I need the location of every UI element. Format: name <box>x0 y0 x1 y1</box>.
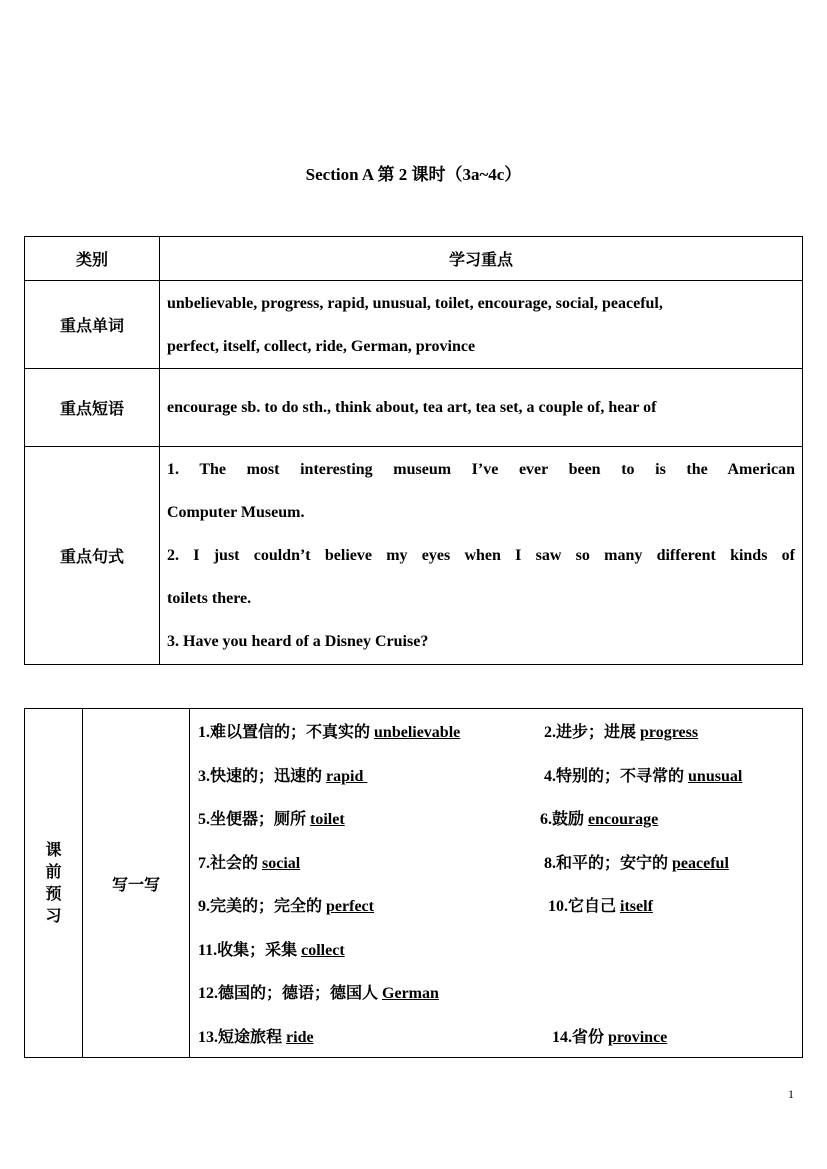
header-category: 类别 <box>25 237 160 281</box>
vocab-answer: peaceful <box>672 854 729 872</box>
phrases-cell <box>160 369 803 447</box>
list-item <box>198 753 802 797</box>
vocab-item <box>198 937 544 960</box>
vocab-item <box>198 1024 552 1047</box>
preview-table <box>24 708 803 1058</box>
vocab-meaning: 12.德国的；德语；德国人 <box>198 985 383 1003</box>
vocab-item <box>198 980 544 1003</box>
vocab-meaning: 1.难以置信的；不真实的 <box>198 724 375 742</box>
section-char: 课 <box>45 840 62 859</box>
table-row <box>25 447 803 665</box>
words-cell <box>160 281 803 369</box>
vocab-answer: encourage <box>588 811 659 829</box>
vocab-answer: social <box>262 854 301 872</box>
vocab-item <box>552 1024 802 1047</box>
vocab-item <box>548 893 802 916</box>
words-line: perfect, itself, collect, ride, German, province <box>167 337 476 355</box>
vocab-answer: ride <box>286 1028 314 1046</box>
vocab-answer: itself <box>620 898 653 916</box>
vocab-answer: progress <box>640 724 699 742</box>
table-row <box>25 709 803 1058</box>
vocab-answer: rapid <box>326 767 368 785</box>
vocab-meaning: 6.鼓励 <box>540 811 589 829</box>
vocab-meaning: 4.特别的；不寻常的 <box>544 767 689 785</box>
vocab-answer: province <box>608 1028 668 1046</box>
list-item <box>198 883 802 927</box>
vocab-meaning: 5.坐便器；厕所 <box>198 811 311 829</box>
vocab-item <box>198 763 544 786</box>
vocab-meaning: 14.省份 <box>552 1028 609 1046</box>
vocab-answer: unusual <box>688 767 743 785</box>
list-item <box>198 796 802 840</box>
vocab-answer: toilet <box>310 811 345 829</box>
focus-table <box>24 236 803 665</box>
vocab-meaning: 9.完美的；完全的 <box>198 898 327 916</box>
vocab-item <box>198 850 544 873</box>
words-line: unbelievable, progress, rapid, unusual, toilet, encourage, social, peaceful, <box>167 294 663 312</box>
vocab-item <box>198 719 544 742</box>
table-row <box>25 281 803 369</box>
list-item <box>198 1014 802 1058</box>
vocab-answer: perfect <box>326 898 374 916</box>
vocab-meaning: 2.进步；进展 <box>544 724 641 742</box>
section-char: 习 <box>45 906 62 925</box>
vocab-item <box>540 806 802 829</box>
vocab-answer: unbelievable <box>374 724 461 742</box>
vocab-item <box>198 893 548 916</box>
section-label <box>25 709 83 1058</box>
vocab-meaning: 3.快速的；迅速的 <box>198 767 327 785</box>
vocab-meaning: 7.社会的 <box>198 854 263 872</box>
vocab-meaning: 10.它自己 <box>548 898 621 916</box>
sentence-line: 1. The most interesting museum I’ve ever been to is the American <box>167 461 795 478</box>
vocab-item <box>198 806 540 829</box>
list-item <box>198 970 802 1014</box>
sentence-line: 2. I just couldn’t believe my eyes when I saw so many different kinds of <box>167 547 795 564</box>
section-char: 前 <box>45 862 62 881</box>
words-label: 重点单词 <box>25 281 160 369</box>
sentences-cell <box>160 447 803 665</box>
sub-label: 写一写 <box>83 709 190 1058</box>
vocab-item <box>544 719 802 742</box>
sentence-line: toilets there. <box>167 590 252 607</box>
vocab-meaning: 8.和平的；安宁的 <box>544 854 673 872</box>
vocab-item <box>544 850 802 873</box>
vocab-meaning: 11.收集；采集 <box>198 941 302 959</box>
sentences-label: 重点句式 <box>25 447 160 665</box>
sentence-line: Computer Museum. <box>167 504 305 521</box>
vocab-answer: German <box>382 985 439 1003</box>
list-item <box>198 709 802 753</box>
phrases-label: 重点短语 <box>25 369 160 447</box>
vocab-meaning: 13.短途旅程 <box>198 1028 287 1046</box>
vocab-answer: collect <box>301 941 345 959</box>
section-char: 预 <box>45 884 62 903</box>
list-item <box>198 840 802 884</box>
page-title: Section A 第 2 课时（3a~4c） <box>305 165 522 184</box>
list-item <box>198 927 802 971</box>
page-number: 1 <box>788 1087 794 1101</box>
table-row <box>25 369 803 447</box>
sentence-line: 3. Have you heard of a Disney Cruise? <box>167 633 429 650</box>
header-focus: 学习重点 <box>160 237 803 281</box>
vocab-list <box>190 709 803 1058</box>
table-row <box>25 237 803 281</box>
vocab-item <box>544 763 802 786</box>
phrases-line: encourage sb. to do sth., think about, tea art, tea set, a couple of, hear of <box>167 399 657 416</box>
